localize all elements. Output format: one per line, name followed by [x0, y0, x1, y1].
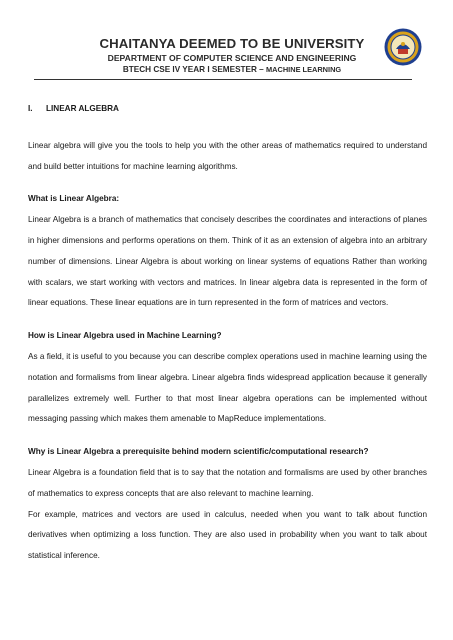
intro-paragraph: Linear algebra will give you the tools to help you with the other areas of mathematics required to understand and build better intuitions for machine learning algorithms.	[28, 140, 427, 171]
why-answer: Linear Algebra is a foundation field that is to say that the notation and formalisms are used by other branches of mathematics to express concepts that are also relevant to machine learning.	[28, 467, 427, 498]
what-question: What is Linear Algebra:	[28, 194, 120, 204]
university-name: CHAITANYA DEEMED TO BE UNIVERSITY	[99, 36, 365, 51]
course-subject: MACHINE LEARNING	[266, 65, 342, 74]
header-divider	[34, 79, 412, 80]
university-seal-icon	[383, 27, 423, 67]
course-prefix: BTECH CSE IV YEAR I SEMESTER –	[122, 65, 267, 74]
what-answer: Linear Algebra is a branch of mathematics that concisely describes the coordinates and interactions of planes in higher dimensions and performs operations on them. Think of it as an extension of algebra into an arbitrary number of dimensions. Linear Algebra is about working on linear systems of equations Rather than working with scalars, we start working with vectors and matrices. In linear algebra data is represented in the form of linear equations. These linear equations are in turn represented in the form of matrices and vectors.	[28, 215, 427, 308]
document-body	[28, 99, 427, 567]
department-name: DEPARTMENT OF COMPUTER SCIENCE AND ENGINEERING	[107, 53, 357, 63]
how-question: How is Linear Algebra used in Machine Learning?	[28, 331, 222, 341]
section-title: LINEAR ALGEBRA	[46, 104, 119, 113]
section-heading	[28, 99, 427, 120]
course-line	[22, 64, 442, 76]
how-answer: As a field, it is useful to you because you can describe complex operations used in machine learning using the notation and formalisms from linear algebra. Linear algebra finds widespread application because it generally parallelizes extremely well. Further to that most linear algebra operations can be implemented without messaging passing which makes them amenable to MapReduce implementations.	[28, 351, 427, 424]
why-question: Why is Linear Algebra a prerequisite behind modern scientific/computational research?	[28, 447, 369, 457]
why-example: For example, matrices and vectors are used in calculus, needed when you want to talk about function derivatives when optimizing a loss function. They are also used in probability when you want to talk about statistical inference.	[28, 509, 427, 561]
section-number: I.	[28, 104, 33, 113]
